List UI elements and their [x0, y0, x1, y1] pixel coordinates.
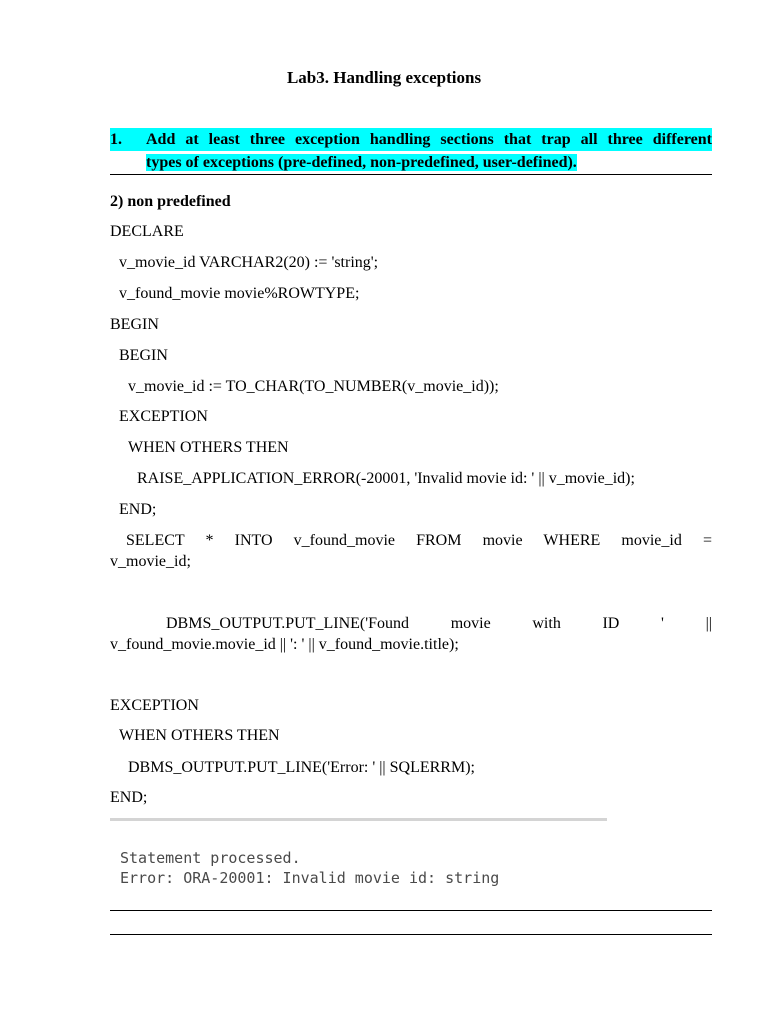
- code-line: WHEN OTHERS THEN: [128, 439, 289, 456]
- task-underline: [110, 174, 712, 175]
- code-line: DBMS_OUTPUT.PUT_LINE('Error: ' || SQLERRM);: [128, 759, 475, 776]
- task-text: [146, 128, 712, 174]
- task-item: [110, 128, 712, 174]
- code-line: v_found_movie movie%ROWTYPE;: [119, 285, 360, 302]
- code-line: RAISE_APPLICATION_ERROR(-20001, 'Invalid movie id: ' || v_movie_id);: [137, 470, 635, 487]
- task-number: 1.: [110, 128, 146, 151]
- page-title: Lab3. Handling exceptions: [286, 68, 482, 87]
- code-line: [110, 530, 712, 551]
- code-line: v_movie_id;: [110, 553, 191, 570]
- code-line: EXCEPTION: [119, 408, 208, 425]
- code-line-part: SELECT * INTO v_found_movie FROM movie WHERE movie_id =: [126, 532, 712, 549]
- code-line: v_movie_id := TO_CHAR(TO_NUMBER(v_movie_id));: [128, 378, 499, 395]
- divider-line: [110, 910, 712, 911]
- code-line-part: DBMS_OUTPUT.PUT_LINE('Found movie with ID ' ||: [166, 615, 712, 632]
- output-line: Error: ORA-20001: Invalid movie id: string: [120, 869, 500, 887]
- code-line: v_found_movie.movie_id || ': ' || v_found_movie.title);: [110, 636, 459, 653]
- output-screenshot: [110, 818, 607, 898]
- divider-line: [110, 934, 712, 935]
- code-line: DECLARE: [110, 223, 184, 240]
- code-line: WHEN OTHERS THEN: [119, 727, 280, 744]
- section-heading: 2) non predefined: [110, 193, 231, 210]
- output-line: Statement processed.: [120, 849, 301, 867]
- code-line: [110, 613, 712, 634]
- task-text-line2: types of exceptions (pre-defined, non-predefined, user-defined).: [146, 154, 577, 171]
- code-line: v_movie_id VARCHAR2(20) := 'string';: [119, 254, 379, 271]
- code-line: BEGIN: [119, 347, 168, 364]
- task-text-line1: Add at least three exception handling sections that trap all three different: [146, 128, 712, 151]
- code-line: EXCEPTION: [110, 697, 199, 714]
- code-line: END;: [119, 501, 157, 518]
- code-line: BEGIN: [110, 316, 159, 333]
- code-line: END;: [110, 789, 148, 806]
